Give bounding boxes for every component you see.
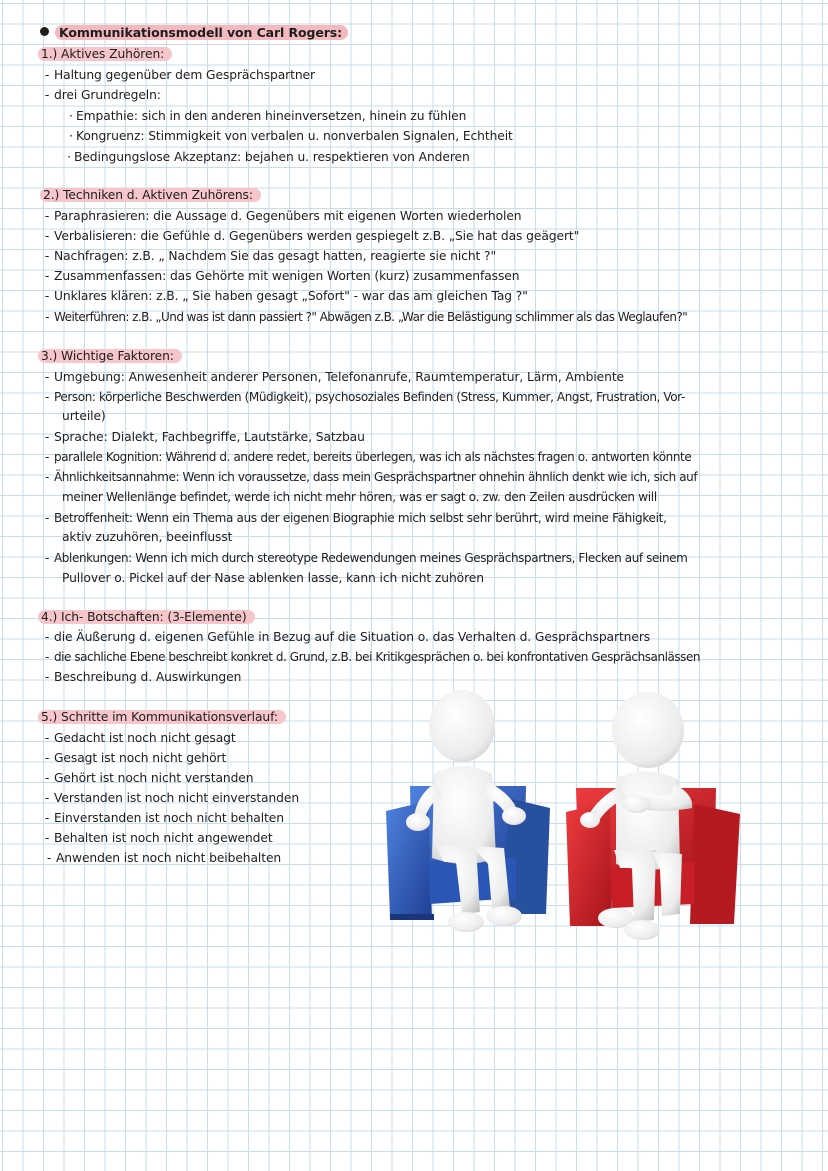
conversation-illustration xyxy=(376,686,744,944)
list-item: - Anwenden ist noch nicht beibehalten xyxy=(46,851,282,865)
list-item: - Sprache: Dialekt, Fachbegriffe, Lautstärke, Satzbau xyxy=(44,430,365,444)
list-item: - die Äußerung d. eigenen Gefühle in Bezug auf die Situation o. das Verhalten d. Gesprächspartners xyxy=(44,630,651,644)
list-item: - Betroffenheit: Wenn ein Thema aus der eigenen Biographie mich selbst sehr berührt, wird meine Fähigkeit, xyxy=(44,511,667,525)
list-item: - Gesagt ist noch nicht gehört xyxy=(44,751,227,765)
list-item: - Gedacht ist noch nicht gesagt xyxy=(44,731,236,745)
list-item: - Umgebung: Anwesenheit anderer Personen, Telefonanrufe, Raumtemperatur, Lärm, Ambiente xyxy=(44,370,624,384)
list-item: - drei Grundregeln: xyxy=(44,88,161,102)
list-item: - Behalten ist noch nicht angewendet xyxy=(44,831,273,845)
list-item: - Ähnlichkeitsannahme: Wenn ich voraussetze, dass mein Gesprächspartner ohnehin ähnlich denkt wie ich, sich auf xyxy=(45,470,698,484)
section-2-heading: 2.) Techniken d. Aktiven Zuhörens: xyxy=(40,187,261,203)
list-item: - Einverstanden ist noch nicht behalten xyxy=(44,811,284,825)
list-item: - Unklares klären: z.B. „ Sie haben gesagt „Sofort" - war das am gleichen Tag ?" xyxy=(44,289,528,303)
list-item: - Beschreibung d. Auswirkungen xyxy=(44,670,242,684)
section-3-heading: 3.) Wichtige Faktoren: xyxy=(38,348,182,364)
list-item: - Person: körperliche Beschwerden (Müdigkeit), psychosoziales Befinden (Stress, Kummer, Angst, Frustration, Vor- xyxy=(45,390,685,404)
section-4-heading: 4.) Ich- Botschaften: (3-Elemente) xyxy=(38,609,255,625)
list-item-continuation: meiner Wellenlänge befindet, werde ich nicht mehr hören, was er sagt o. zw. den Zeilen ausdrücken will xyxy=(62,490,657,504)
list-item: - Weiterführen: z.B. „Und was ist dann passiert ?" Abwägen z.B. „War die Belästigung schlimmer als das Weglaufen?" xyxy=(45,310,688,324)
list-item: - die sachliche Ebene beschreibt konkret d. Grund, z.B. bei Kritikgesprächen o. bei konfrontativen Gesprächsanlässen xyxy=(45,650,701,664)
list-item: - Zusammenfassen: das Gehörte mit wenigen Worten (kurz) zusammenfassen xyxy=(44,269,520,283)
list-item-continuation: urteile) xyxy=(62,409,106,423)
list-item: - parallele Kognition: Während d. andere redet, bereits überlegen, was ich als nächstes fragen o. antworten könnte xyxy=(45,450,692,464)
list-item: - Nachfragen: z.B. „ Nachdem Sie das gesagt hatten, reagierte sie nicht ?" xyxy=(44,249,497,263)
sub-list-item: · Empathie: sich in den anderen hineinversetzen, hinein zu fühlen xyxy=(69,109,467,123)
list-item: - Haltung gegenüber dem Gesprächspartner xyxy=(44,68,315,82)
list-item-continuation: Pullover o. Pickel auf der Nase ablenken lasse, kann ich nicht zuhören xyxy=(62,571,484,585)
list-item: - Gehört ist noch nicht verstanden xyxy=(44,771,254,785)
section-5-heading: 5.) Schritte im Kommunikationsverlauf: xyxy=(38,709,286,725)
sub-list-item: · Bedingungslose Akzeptanz: bejahen u. respektieren von Anderen xyxy=(67,150,470,164)
sub-list-item: · Kongruenz: Stimmigkeit von verbalen u. nonverbalen Signalen, Echtheit xyxy=(69,129,513,143)
list-item: - Paraphrasieren: die Aussage d. Gegenübers mit eigenen Worten wiederholen xyxy=(44,209,522,223)
list-item: - Ablenkungen: Wenn ich mich durch stereotype Redewendungen meines Gesprächspartners, Flecken auf seinem xyxy=(45,551,688,565)
section-1-heading: 1.) Aktives Zuhören: xyxy=(38,46,172,62)
list-item: - Verstanden ist noch nicht einverstanden xyxy=(44,791,300,805)
list-item-continuation: aktiv zuzuhören, beeinflusst xyxy=(62,530,233,544)
bullet-dot-icon xyxy=(40,27,49,36)
page-title: Kommunikationsmodell von Carl Rogers: xyxy=(40,25,348,41)
list-item: - Verbalisieren: die Gefühle d. Gegenübers werden gespiegelt z.B. „Sie hat das geägert" xyxy=(44,229,580,243)
